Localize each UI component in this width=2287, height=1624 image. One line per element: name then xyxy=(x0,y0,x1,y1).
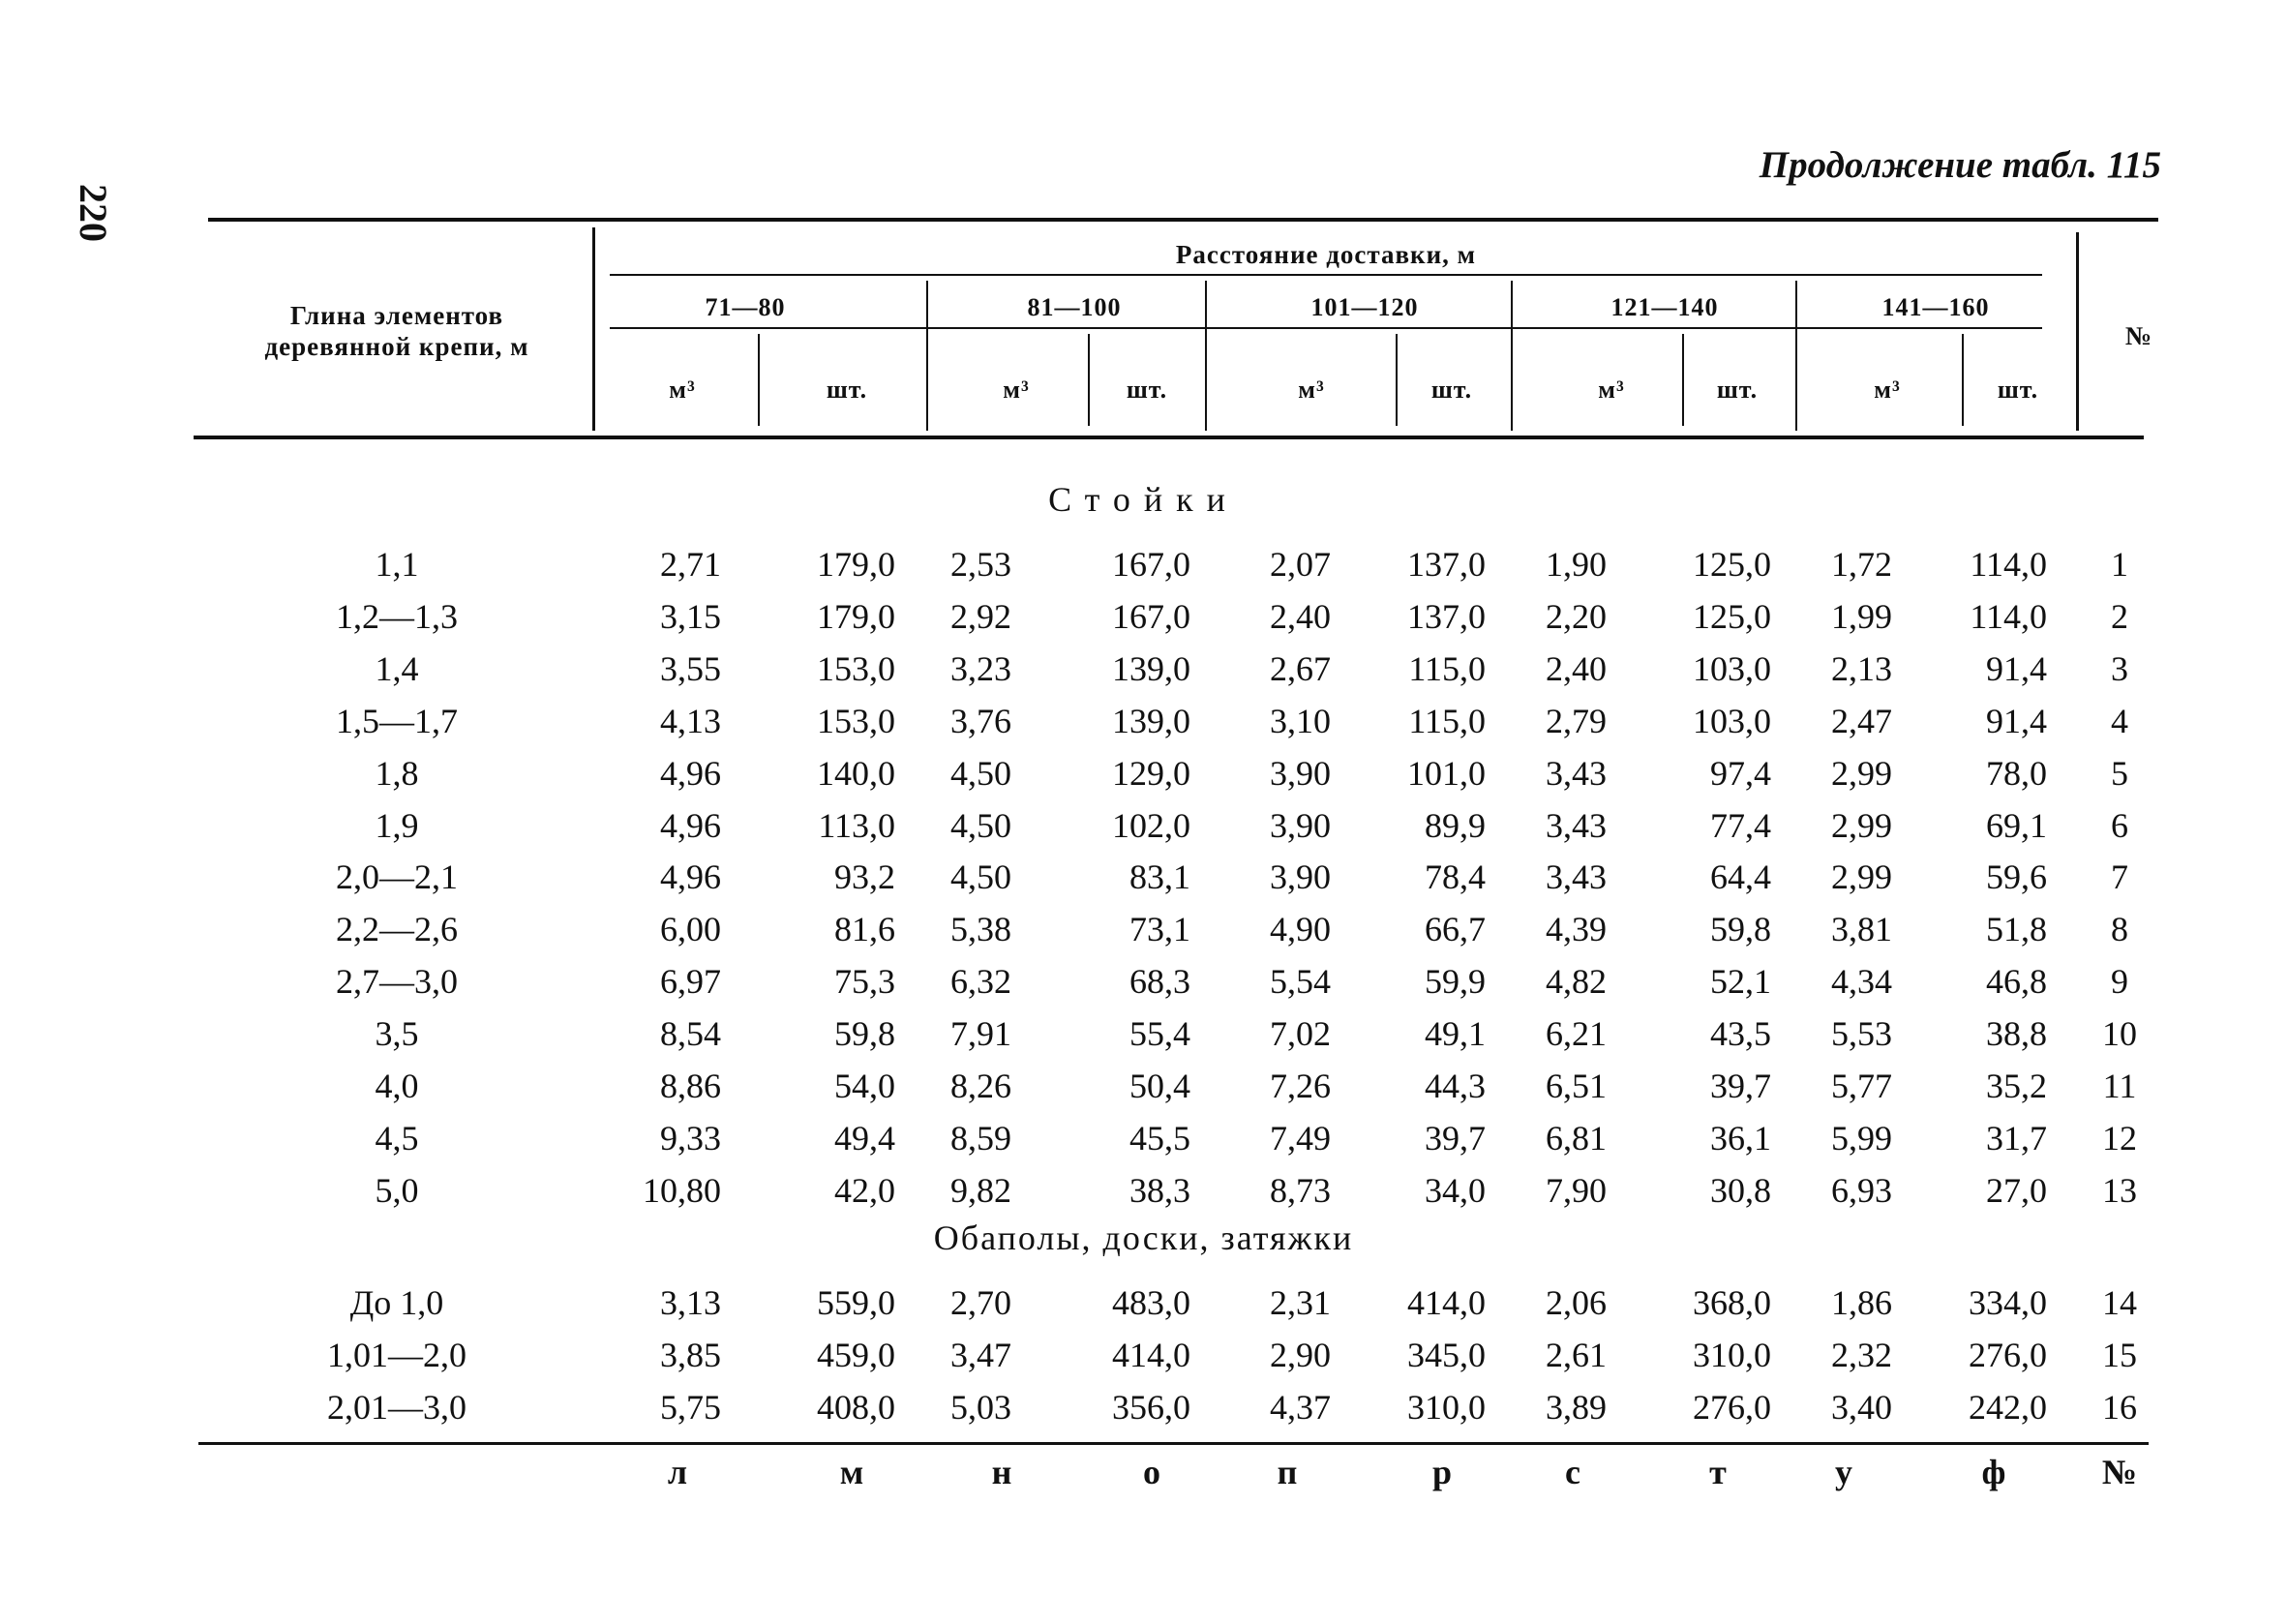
table-cell: 3,89 xyxy=(1546,1388,1607,1427)
table-cell: 113,0 xyxy=(818,806,895,845)
table-cell: 3,23 xyxy=(950,649,1011,688)
column-letter: ф xyxy=(1981,1453,2006,1491)
unit-divider-5 xyxy=(1962,334,1964,426)
table-cell: 6,97 xyxy=(660,962,721,1001)
row-label: 1,2—1,3 xyxy=(336,597,458,636)
table-cell: 10,80 xyxy=(643,1171,721,1210)
row-number: 5 xyxy=(2111,754,2128,793)
unit-header: м³ xyxy=(1874,376,1901,404)
table-cell: 2,06 xyxy=(1546,1283,1607,1322)
table-cell: 4,50 xyxy=(950,806,1011,845)
table-cell: 3,43 xyxy=(1546,857,1607,896)
range-header: 71—80 xyxy=(705,293,786,321)
table-cell: 83,1 xyxy=(1129,857,1190,896)
table-cell: 5,54 xyxy=(1270,962,1331,1001)
table-cell: 42,0 xyxy=(834,1171,895,1210)
table-cell: 5,75 xyxy=(660,1388,721,1427)
table-cell: 103,0 xyxy=(1693,649,1771,688)
table-cell: 2,90 xyxy=(1270,1336,1331,1374)
range-divider-3 xyxy=(1511,281,1513,431)
table-cell: 356,0 xyxy=(1112,1388,1190,1427)
row-number: 13 xyxy=(2102,1171,2137,1210)
table-cell: 34,0 xyxy=(1425,1171,1486,1210)
table-cell: 2,40 xyxy=(1270,597,1331,636)
table-cell: 39,7 xyxy=(1425,1119,1486,1158)
range-underline xyxy=(610,327,2042,329)
row-label: 5,0 xyxy=(375,1171,419,1210)
row-number: 11 xyxy=(2102,1067,2137,1105)
table-cell: 38,8 xyxy=(1986,1014,2047,1053)
row-label: 1,8 xyxy=(375,754,419,793)
table-cell: 75,3 xyxy=(834,962,895,1001)
table-cell: 3,10 xyxy=(1270,702,1331,740)
table-cell: 36,1 xyxy=(1710,1119,1771,1158)
table-cell: 179,0 xyxy=(817,597,895,636)
table-cell: 1,99 xyxy=(1831,597,1892,636)
table-cell: 51,8 xyxy=(1986,910,2047,948)
table-cell: 2,31 xyxy=(1270,1283,1331,1322)
unit-header: шт. xyxy=(826,376,868,404)
section-title: Стойки xyxy=(1048,480,1239,519)
table-cell: 4,50 xyxy=(950,754,1011,793)
table-cell: 5,77 xyxy=(1831,1067,1892,1105)
table-cell: 276,0 xyxy=(1969,1336,2047,1374)
row-label: До 1,0 xyxy=(349,1283,444,1322)
row-number: 15 xyxy=(2102,1336,2137,1374)
table-cell: 59,6 xyxy=(1986,857,2047,896)
table-cell: 3,13 xyxy=(660,1283,721,1322)
table-cell: 59,8 xyxy=(834,1014,895,1053)
range-divider-1 xyxy=(926,281,928,431)
table-cell: 6,21 xyxy=(1546,1014,1607,1053)
table-cell: 30,8 xyxy=(1710,1171,1771,1210)
row-label: 2,7—3,0 xyxy=(336,962,458,1001)
column-letter: р xyxy=(1431,1453,1453,1491)
column-letter: о xyxy=(1143,1453,1160,1491)
table-cell: 414,0 xyxy=(1407,1283,1486,1322)
table-cell: 368,0 xyxy=(1693,1283,1771,1322)
table-cell: 2,79 xyxy=(1546,702,1607,740)
table-cell: 97,4 xyxy=(1710,754,1771,793)
table-cell: 140,0 xyxy=(817,754,895,793)
range-header: 101—120 xyxy=(1310,293,1419,321)
table-cell: 483,0 xyxy=(1112,1283,1190,1322)
table-cell: 3,55 xyxy=(660,649,721,688)
table-cell: 5,38 xyxy=(950,910,1011,948)
table-cell: 4,96 xyxy=(660,754,721,793)
unit-header: шт. xyxy=(1997,376,2039,404)
table-cell: 5,99 xyxy=(1831,1119,1892,1158)
table-cell: 101,0 xyxy=(1407,754,1486,793)
footer-number-label: № xyxy=(2101,1453,2138,1491)
table-cell: 4,96 xyxy=(660,806,721,845)
table-cell: 55,4 xyxy=(1129,1014,1190,1053)
header-divider-right xyxy=(2076,232,2079,431)
table-cell: 102,0 xyxy=(1112,806,1190,845)
column-letter: н xyxy=(991,1453,1012,1491)
table-cell: 6,81 xyxy=(1546,1119,1607,1158)
table-cell: 35,2 xyxy=(1986,1067,2047,1105)
range-divider-2 xyxy=(1205,281,1207,431)
table-cell: 68,3 xyxy=(1129,962,1190,1001)
table-cell: 64,4 xyxy=(1710,857,1771,896)
table-cell: 43,5 xyxy=(1710,1014,1771,1053)
row-label: 2,0—2,1 xyxy=(336,857,458,896)
table-cell: 91,4 xyxy=(1986,649,2047,688)
row-number: 1 xyxy=(2111,545,2128,584)
table-cell: 7,49 xyxy=(1270,1119,1331,1158)
table-cell: 139,0 xyxy=(1112,702,1190,740)
table-cell: 2,70 xyxy=(950,1283,1011,1322)
table-cell: 276,0 xyxy=(1693,1388,1771,1427)
unit-divider-2 xyxy=(1088,334,1090,426)
table-cell: 3,40 xyxy=(1831,1388,1892,1427)
header-bottom-rule xyxy=(194,436,2144,439)
row-number: 14 xyxy=(2102,1283,2137,1322)
row-number: 6 xyxy=(2111,806,2128,845)
table-cell: 310,0 xyxy=(1693,1336,1771,1374)
table-cell: 103,0 xyxy=(1693,702,1771,740)
table-cell: 89,9 xyxy=(1425,806,1486,845)
table-cell: 59,8 xyxy=(1710,910,1771,948)
table-cell: 6,00 xyxy=(660,910,721,948)
table-cell: 153,0 xyxy=(817,702,895,740)
row-number: 16 xyxy=(2102,1388,2137,1427)
row-number: 10 xyxy=(2102,1014,2137,1053)
unit-header: шт. xyxy=(1716,376,1759,404)
table-cell: 1,86 xyxy=(1831,1283,1892,1322)
table-cell: 459,0 xyxy=(817,1336,895,1374)
range-header: 121—140 xyxy=(1610,293,1719,321)
table-cell: 2,40 xyxy=(1546,649,1607,688)
row-label: 4,0 xyxy=(375,1067,419,1105)
table-cell: 1,72 xyxy=(1831,545,1892,584)
table-cell: 81,6 xyxy=(834,910,895,948)
column-letter: л xyxy=(667,1453,688,1491)
table-cell: 4,13 xyxy=(660,702,721,740)
table-cell: 3,90 xyxy=(1270,857,1331,896)
table-cell: 345,0 xyxy=(1407,1336,1486,1374)
table-cell: 49,4 xyxy=(834,1119,895,1158)
table-cell: 6,32 xyxy=(950,962,1011,1001)
table-cell: 137,0 xyxy=(1407,545,1486,584)
table-cell: 408,0 xyxy=(817,1388,895,1427)
table-cell: 52,1 xyxy=(1710,962,1771,1001)
row-label: 1,9 xyxy=(375,806,419,845)
header-divider-left xyxy=(592,227,595,431)
table-cell: 8,86 xyxy=(660,1067,721,1105)
table-cell: 44,3 xyxy=(1425,1067,1486,1105)
table-cell: 31,7 xyxy=(1986,1119,2047,1158)
table-cell: 9,33 xyxy=(660,1119,721,1158)
table-cell: 2,99 xyxy=(1831,806,1892,845)
table-cell: 7,26 xyxy=(1270,1067,1331,1105)
row-number: 9 xyxy=(2111,962,2128,1001)
unit-divider-1 xyxy=(758,334,760,426)
range-divider-4 xyxy=(1795,281,1797,431)
table-cell: 114,0 xyxy=(1970,597,2047,636)
table-cell: 2,92 xyxy=(950,597,1011,636)
section-title: Обаполы, доски, затяжки xyxy=(933,1218,1354,1257)
unit-divider-4 xyxy=(1682,334,1684,426)
table-cell: 46,8 xyxy=(1986,962,2047,1001)
unit-header: шт. xyxy=(1126,376,1168,404)
table-cell: 59,9 xyxy=(1425,962,1486,1001)
table-cell: 91,4 xyxy=(1986,702,2047,740)
table-cell: 78,0 xyxy=(1986,754,2047,793)
delivery-distance-header: Расстояние доставки, м xyxy=(1175,240,1477,269)
table-cell: 2,99 xyxy=(1831,754,1892,793)
table-cell: 5,53 xyxy=(1831,1014,1892,1053)
table-cell: 167,0 xyxy=(1112,597,1190,636)
table-cell: 7,02 xyxy=(1270,1014,1331,1053)
table-cell: 3,85 xyxy=(660,1336,721,1374)
table-cell: 73,1 xyxy=(1129,910,1190,948)
table-cell: 5,03 xyxy=(950,1388,1011,1427)
table-cell: 3,90 xyxy=(1270,806,1331,845)
unit-header: шт. xyxy=(1430,376,1473,404)
row-label-header: Глина элементов деревянной крепи, м xyxy=(264,301,529,361)
page-number: 220 xyxy=(72,184,115,242)
table-cell: 3,43 xyxy=(1546,754,1607,793)
table-cell: 334,0 xyxy=(1969,1283,2047,1322)
table-cell: 139,0 xyxy=(1112,649,1190,688)
table-cell: 167,0 xyxy=(1112,545,1190,584)
table-cell: 1,90 xyxy=(1546,545,1607,584)
table-cell: 38,3 xyxy=(1129,1171,1190,1210)
table-cell: 4,96 xyxy=(660,857,721,896)
table-cell: 559,0 xyxy=(817,1283,895,1322)
table-cell: 242,0 xyxy=(1969,1388,2047,1427)
number-column-header: № xyxy=(2124,321,2153,350)
table-cell: 8,54 xyxy=(660,1014,721,1053)
table-cell: 7,91 xyxy=(950,1014,1011,1053)
row-number: 8 xyxy=(2111,910,2128,948)
table-cell: 125,0 xyxy=(1693,597,1771,636)
table-cell: 153,0 xyxy=(817,649,895,688)
table-cell: 2,47 xyxy=(1831,702,1892,740)
table-cell: 4,37 xyxy=(1270,1388,1331,1427)
column-letter: п xyxy=(1277,1453,1298,1491)
unit-header: м³ xyxy=(669,376,696,404)
table-cell: 414,0 xyxy=(1112,1336,1190,1374)
table-bottom-rule xyxy=(198,1442,2149,1445)
table-cell: 2,71 xyxy=(660,545,721,584)
row-label: 1,1 xyxy=(375,545,419,584)
table-cell: 2,53 xyxy=(950,545,1011,584)
table-cell: 4,90 xyxy=(1270,910,1331,948)
table-cell: 4,50 xyxy=(950,857,1011,896)
table-cell: 137,0 xyxy=(1407,597,1486,636)
table-cell: 310,0 xyxy=(1407,1388,1486,1427)
column-letter: у xyxy=(1835,1453,1852,1491)
table-cell: 49,1 xyxy=(1425,1014,1486,1053)
table-cell: 125,0 xyxy=(1693,545,1771,584)
table-cell: 3,90 xyxy=(1270,754,1331,793)
table-cell: 179,0 xyxy=(817,545,895,584)
row-label: 2,01—3,0 xyxy=(327,1388,466,1427)
row-label: 3,5 xyxy=(375,1014,419,1053)
table-cell: 66,7 xyxy=(1425,910,1486,948)
table-cell: 9,82 xyxy=(950,1171,1011,1210)
range-header: 141—160 xyxy=(1881,293,1990,321)
table-cell: 93,2 xyxy=(834,857,895,896)
table-cell: 2,61 xyxy=(1546,1336,1607,1374)
table-cell: 7,90 xyxy=(1546,1171,1607,1210)
table-cell: 2,13 xyxy=(1831,649,1892,688)
table-cell: 50,4 xyxy=(1129,1067,1190,1105)
table-cell: 129,0 xyxy=(1112,754,1190,793)
row-number: 3 xyxy=(2111,649,2128,688)
row-label: 1,01—2,0 xyxy=(327,1336,466,1374)
table-cell: 8,26 xyxy=(950,1067,1011,1105)
table-cell: 69,1 xyxy=(1986,806,2047,845)
table-cell: 27,0 xyxy=(1986,1171,2047,1210)
unit-header: м³ xyxy=(1598,376,1625,404)
table-cell: 54,0 xyxy=(834,1067,895,1105)
table-cell: 6,93 xyxy=(1831,1171,1892,1210)
row-number: 12 xyxy=(2102,1119,2137,1158)
table-cell: 3,15 xyxy=(660,597,721,636)
row-label: 1,4 xyxy=(375,649,419,688)
table-cell: 4,39 xyxy=(1546,910,1607,948)
table-cell: 2,07 xyxy=(1270,545,1331,584)
table-cell: 3,81 xyxy=(1831,910,1892,948)
table-cell: 39,7 xyxy=(1710,1067,1771,1105)
table-cell: 2,99 xyxy=(1831,857,1892,896)
table-cell: 45,5 xyxy=(1129,1119,1190,1158)
table-cell: 8,73 xyxy=(1270,1171,1331,1210)
table-cell: 4,82 xyxy=(1546,962,1607,1001)
row-label: 1,5—1,7 xyxy=(336,702,458,740)
row-number: 7 xyxy=(2111,857,2128,896)
table-cell: 2,20 xyxy=(1546,597,1607,636)
table-cell: 115,0 xyxy=(1408,702,1486,740)
table-cell: 3,43 xyxy=(1546,806,1607,845)
row-number: 2 xyxy=(2111,597,2128,636)
unit-divider-3 xyxy=(1396,334,1398,426)
group-underline xyxy=(610,274,2042,276)
unit-header: м³ xyxy=(1298,376,1325,404)
unit-header: м³ xyxy=(1003,376,1030,404)
column-letter: м xyxy=(839,1453,864,1491)
table-cell: 115,0 xyxy=(1408,649,1486,688)
table-caption: Продолжение табл. 115 xyxy=(1759,144,2161,186)
table-cell: 6,51 xyxy=(1546,1067,1607,1105)
table-cell: 2,32 xyxy=(1831,1336,1892,1374)
table-cell: 8,59 xyxy=(950,1119,1011,1158)
table-cell: 2,67 xyxy=(1270,649,1331,688)
table-cell: 3,47 xyxy=(950,1336,1011,1374)
table-cell: 114,0 xyxy=(1970,545,2047,584)
column-letter: с xyxy=(1565,1453,1580,1491)
row-label: 2,2—2,6 xyxy=(336,910,458,948)
table-cell: 3,76 xyxy=(950,702,1011,740)
row-label: 4,5 xyxy=(375,1119,419,1158)
top-rule xyxy=(208,218,2158,222)
table-cell: 77,4 xyxy=(1710,806,1771,845)
table-cell: 4,34 xyxy=(1831,962,1892,1001)
table-cell: 78,4 xyxy=(1425,857,1486,896)
column-letter: т xyxy=(1709,1453,1727,1491)
range-header: 81—100 xyxy=(1027,293,1122,321)
row-number: 4 xyxy=(2111,702,2128,740)
